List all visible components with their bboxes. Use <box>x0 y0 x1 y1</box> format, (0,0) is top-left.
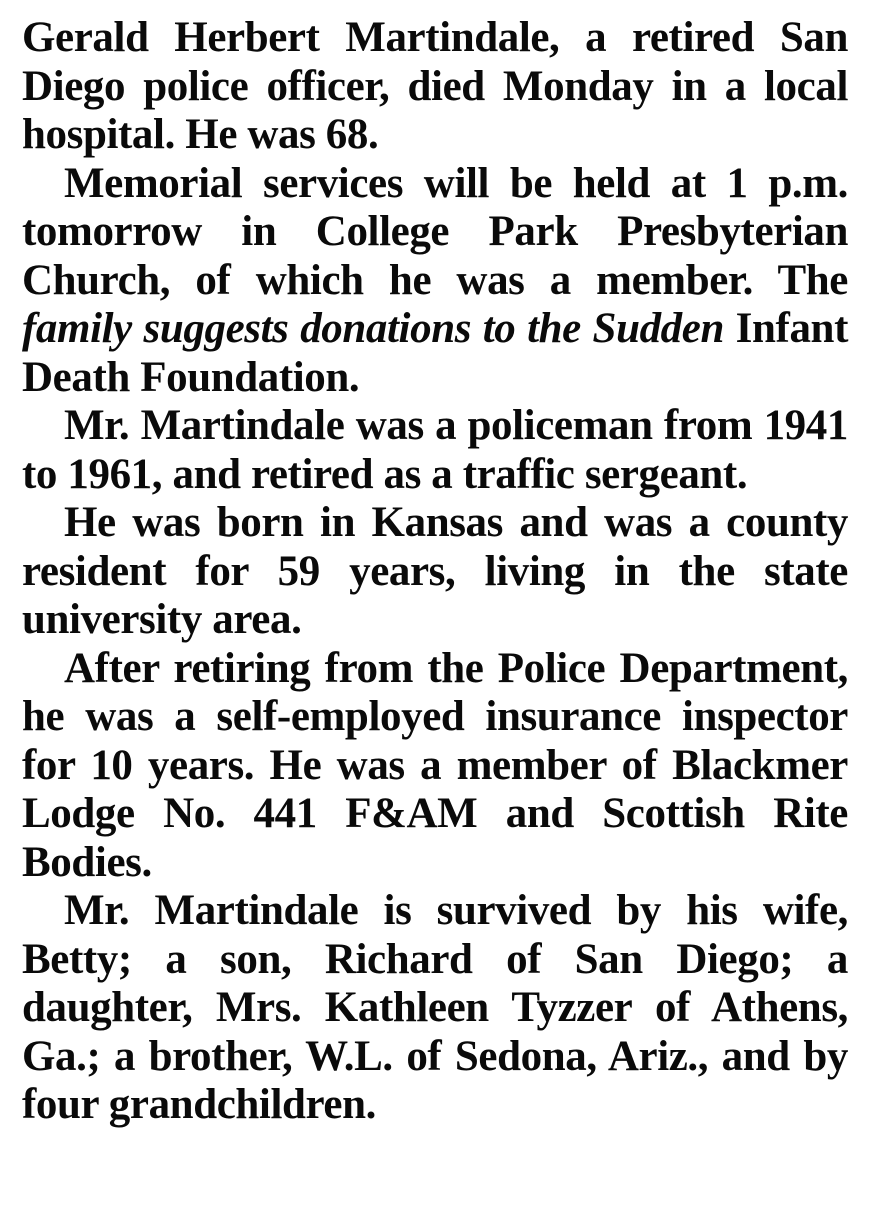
services-text-end: Infant Death Foundation. <box>22 305 848 401</box>
services-paragraph <box>22 160 848 403</box>
intro-paragraph <box>22 14 848 160</box>
later-career-paragraph <box>22 645 848 888</box>
intro-text: Gerald Herbert Martindale, a retired San Diego police officer, died Monday in a local hospital. He was 68. <box>22 14 848 158</box>
career-paragraph <box>22 402 848 499</box>
obituary-clipping <box>22 14 848 1130</box>
services-text: Memorial services will be held at 1 p.m. tomorrow in College Park Presbyterian Church, of which he was a member. The <box>22 159 848 304</box>
later-career-text: After retiring from the Police Department, he was a self-employed insurance inspector for 10 years. He was a member of Blackmer Lodge No. 441 F&AM and Scottish Rite Bodies. <box>22 644 848 886</box>
career-text: Mr. Martindale was a policeman from 1941 to 1961, and retired as a traffic sergeant. <box>22 402 848 498</box>
birth-text: He was born in Kansas and was a county resident for 59 years, living in the state university area. <box>22 499 848 643</box>
birth-paragraph <box>22 499 848 645</box>
survivors-text: Mr. Martindale is survived by his wife, Betty; a son, Richard of San Diego; a daughter, Mrs. Kathleen Tyzzer of Athens, Ga.; a brother, W.L. of Sedona, Ariz., and by four grandchildren. <box>22 887 848 1128</box>
survivors-paragraph <box>22 887 848 1130</box>
services-italic-text: family suggests donations to the Sudden <box>22 305 724 352</box>
